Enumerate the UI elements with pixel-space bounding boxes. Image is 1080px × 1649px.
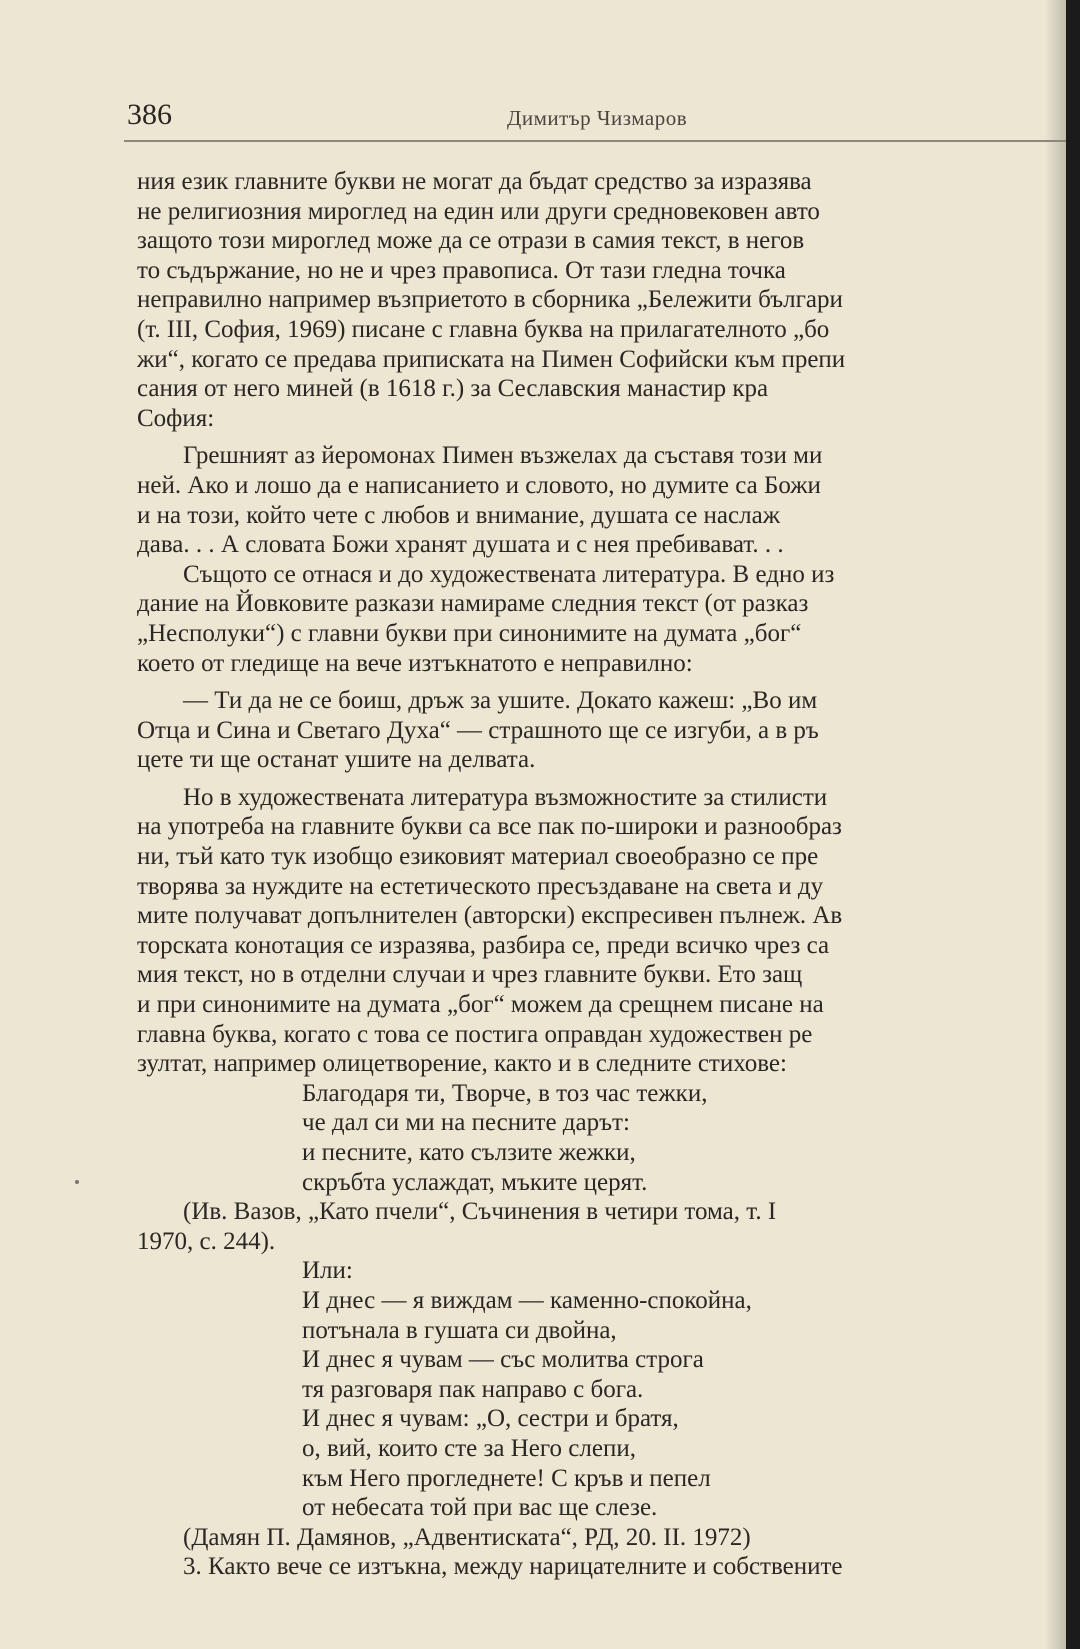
text-line: дава. . . А словата Божи хранят душата и с нея пребивават. . . [137,531,784,559]
text-line: ни, тъй като тук изобщо езиковият материал своеобразно се пре [137,843,819,871]
verse-damyanov [137,1256,1066,1522]
text-line: ния език главните букви не могат да бъдат средство за изразява [137,168,812,195]
citation-damyanov: (Дамян П. Дамянов, „Адвентиската“, РД, 20. II. 1972) [183,1523,751,1551]
text-line: главна буква, когато с това се постига оправдан художествен ре [137,1020,813,1048]
paragraph-5 [137,783,1066,1079]
text-line: то съдържание, но не и чрез правописа. От тази гледна точка [137,256,786,284]
paragraph-1 [137,167,1066,433]
citation-vazov [137,1197,1066,1256]
text-line: торската конотация се изразява, разбира се, преди всичко чрез са [137,931,830,959]
text-line: и на този, който чете с любов и внимание, душата се наслаж [137,501,780,529]
text-line: — Ти да не се боиш, дръж за ушите. Докато кажеш: „Во им [183,687,818,715]
page-speck [75,1180,79,1184]
text-line: (Ив. Вазов, „Като пчели“, Съчинения в четири тома, т. I [183,1198,777,1226]
verse-line: и песните, като сълзите жежки, [302,1139,636,1166]
verse-line: от небесата той при вас ще слезе. [302,1494,658,1522]
text-line: зултат, например олицетворение, както и в следните стихове: [137,1050,787,1078]
text-line: София: [137,404,215,432]
text-line: и при синонимите на думата „бог“ можем да срещнем писане на [137,991,824,1019]
text-line: Същото се отнася и до художествената литература. В едно из [183,560,835,588]
verse-line: Или: [302,1257,353,1285]
header-rule [124,140,1066,142]
text-line: „Несполуки“) с главни букви при синонимите на думата „бог“ [137,619,802,647]
text-line: мия текст, но в отделни случаи и чрез главните букви. Ето защ [137,961,803,989]
quote-pimen [137,441,1066,559]
verse-line: И днес — я виждам — каменно-спокойна, [302,1286,752,1314]
verse-line: о, вий, които сте за Него слепи, [302,1434,636,1462]
text-line: цете ти ще останат ушите на делвата. [137,746,536,774]
verse-line: към Него прогледнете! С кръв и пепел [302,1464,711,1492]
text-line: Грешният аз йеромонах Пимен възжелах да съставя този ми [183,442,823,470]
text-line: ней. Ако и лошо да е написанието и словото, но думите са Божи [137,471,821,499]
verse-line: че дал си ми на песните дарът: [302,1109,630,1137]
paragraph-3 [137,560,1066,678]
verse-line: скръбта услаждат, мъките церят. [302,1168,648,1196]
verse-line: И днес я чувам — със молитва строга [302,1346,704,1374]
verse-line: Благодаря ти, Творче, в тоз час тежки, [302,1079,708,1107]
verse-line: тя разговаря пак направо с бога. [302,1375,644,1403]
running-head: Димитър Чизмаров [507,106,688,130]
verse-line: потънала в гушата си двойна, [302,1316,617,1344]
text-line: Отца и Сина и Светаго Духа“ — страшното ще се изгуби, а в ръ [137,716,819,744]
page-number: 386 [127,98,172,131]
text-line: което от гледище на вече изтъкнатото е неправилно: [137,649,693,677]
text-line: мите получават допълнителен (авторски) експресивен пълнеж. Ав [137,902,843,930]
text-line: сания от него миней (в 1618 г.) за Сеславския манастир кра [137,375,769,403]
text-line: неправилно например възприетото в сборника „Бележити българи [137,286,843,314]
text-line: (т. III, София, 1969) писане с главна буква на прилагателното „бо [137,315,830,343]
text-line: не религиозния мироглед на един или други средновековен авто [137,197,820,225]
page-body [137,167,1066,1582]
text-line: жи“, когато се предава приписката на Пимен Софийски към препи [137,345,846,373]
verse-vazov [137,1079,1066,1197]
text-line: на употреба на главните букви са все пак по-широки и разнообраз [137,813,842,841]
text-line: творява за нуждите на естетическото пресъздаване на света и ду [137,872,824,900]
verse-line: И днес я чувам: „О, сестри и братя, [302,1405,679,1433]
text-line: 1970, с. 244). [137,1227,276,1255]
text-line: Но в художествената литература възможностите за стилисти [183,783,828,811]
text-line: дание на Йовковите разкази намираме следния текст (от разказ [137,590,809,618]
paragraph-6: 3. Както вече се изтъкна, между нарицателните и собствените [183,1553,843,1581]
quote-yovkov [137,686,1066,775]
page-header [127,98,1066,138]
text-line: защото този мироглед може да се отрази в самия текст, в негов [137,227,805,255]
